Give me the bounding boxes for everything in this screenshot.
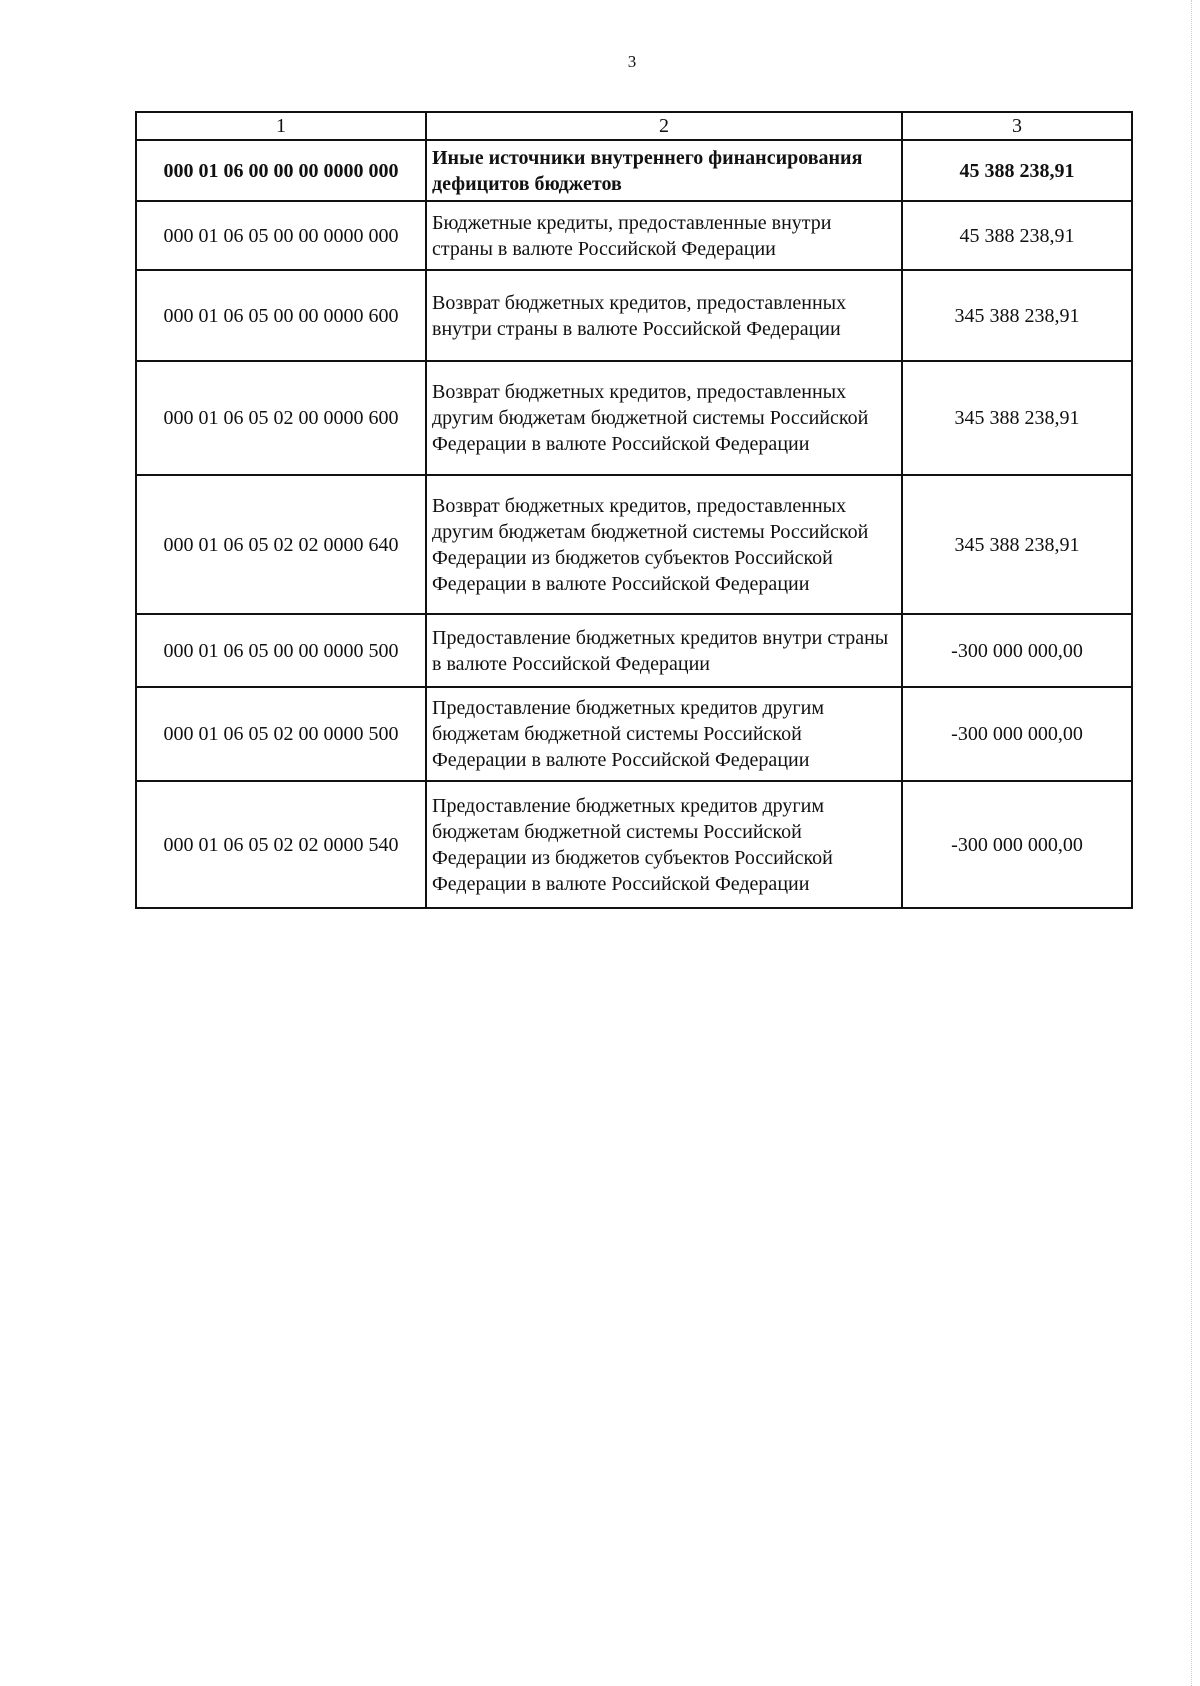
amount-cell: -300 000 000,00 <box>902 687 1132 781</box>
page-number: 3 <box>627 52 637 71</box>
budget-code-cell: 000 01 06 05 02 02 0000 540 <box>136 781 426 908</box>
description-cell: Возврат бюджетных кредитов, предоставленных другим бюджетам бюджетной системы Российской Федерации в валюте Российской Федерации <box>426 361 902 475</box>
budget-code-cell: 000 01 06 05 00 00 0000 600 <box>136 270 426 361</box>
amount-cell: -300 000 000,00 <box>902 781 1132 908</box>
scan-edge-artifact <box>1190 0 1192 1686</box>
description-cell: Бюджетные кредиты, предоставленные внутри страны в валюте Российской Федерации <box>426 201 902 270</box>
amount-cell: 345 388 238,91 <box>902 361 1132 475</box>
table-row <box>136 201 1132 270</box>
description-cell: Возврат бюджетных кредитов, предоставленных внутри страны в валюте Российской Федерации <box>426 270 902 361</box>
description-cell: Возврат бюджетных кредитов, предоставленных другим бюджетам бюджетной системы Российской Федерации из бюджетов субъектов Российской Федерации в валюте Российской Федерации <box>426 475 902 614</box>
table-row <box>136 270 1132 361</box>
description-cell: Иные источники внутреннего финансирования дефицитов бюджетов <box>426 140 902 201</box>
table-header-row <box>136 112 1132 140</box>
column-number-1: 1 <box>136 112 426 140</box>
table-row <box>136 614 1132 687</box>
amount-cell: 45 388 238,91 <box>902 140 1132 201</box>
table-row <box>136 475 1132 614</box>
description-cell: Предоставление бюджетных кредитов внутри страны в валюте Российской Федерации <box>426 614 902 687</box>
table-row <box>136 140 1132 201</box>
column-number-3: 3 <box>902 112 1132 140</box>
table-row <box>136 781 1132 908</box>
amount-cell: 345 388 238,91 <box>902 270 1132 361</box>
description-cell: Предоставление бюджетных кредитов другим бюджетам бюджетной системы Российской Федерации из бюджетов субъектов Российской Федерации в валюте Российской Федерации <box>426 781 902 908</box>
table-row <box>136 361 1132 475</box>
budget-code-cell: 000 01 06 00 00 00 0000 000 <box>136 140 426 201</box>
budget-code-cell: 000 01 06 05 00 00 0000 500 <box>136 614 426 687</box>
amount-cell: 45 388 238,91 <box>902 201 1132 270</box>
budget-code-cell: 000 01 06 05 02 00 0000 500 <box>136 687 426 781</box>
column-number-2: 2 <box>426 112 902 140</box>
table-row <box>136 687 1132 781</box>
budget-code-cell: 000 01 06 05 02 02 0000 640 <box>136 475 426 614</box>
budget-code-cell: 000 01 06 05 00 00 0000 000 <box>136 201 426 270</box>
budget-sources-table <box>135 111 1133 909</box>
description-cell: Предоставление бюджетных кредитов другим бюджетам бюджетной системы Российской Федерации в валюте Российской Федерации <box>426 687 902 781</box>
budget-code-cell: 000 01 06 05 02 00 0000 600 <box>136 361 426 475</box>
amount-cell: -300 000 000,00 <box>902 614 1132 687</box>
amount-cell: 345 388 238,91 <box>902 475 1132 614</box>
